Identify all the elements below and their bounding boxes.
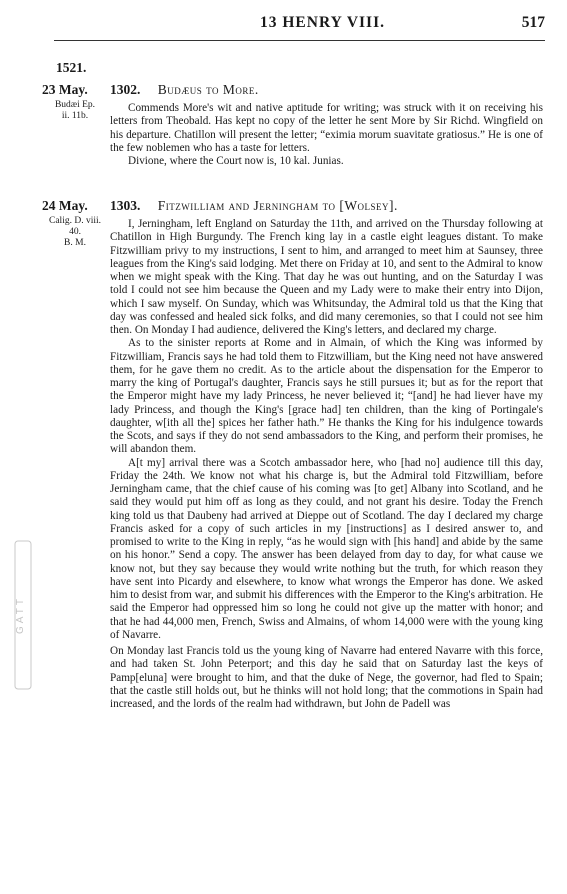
entry-number: 1302. [110,82,141,97]
reference-line: Calig. D. viii. [49,216,101,226]
paragraph: Commends More's wit and native aptitude for writing; was struck with it on receiving his letters from Theobald. Has kept no copy of the letter he sent More by Sir Richd. Wingfield on his departure. Chatillon will present the letter; “eximia morum suavitate gratiosus.” He is one of the few noblemen who has a taste for letters. [110,102,543,154]
year-label: 1521. [56,60,87,75]
entry-heading [110,198,398,214]
paragraph: On Monday last Francis told us the young king of Navarre had entered Navarre with this force, and had taken St. John Peterport; and this day he said that on Saturday last the keys of Pamp[eluna] were brought to him, and that the duke of Nege, the governor, had fled to Spain; that the castle still holds out, but he thinks will not hold long; that the commotions in Spain had increased, and the lords of the realm had withdrawn, but John de Padell was [110,645,543,710]
page-header [0,14,567,38]
stamp-text: GATT [15,596,26,634]
paragraph: A[t my] arrival there was a Scotch ambassador here, who [had no] audience till this day, Friday the 24th. We know not what his charge is, but the Admiral told Fitzwilliam, before Jerningham came, that the chief cause of his coming was [to get] Albany into Scotland, and he said they would put him off as long as they could, and not grant his desire. Today the French king told us that Daubeny had arrived at Dieppe out of Scotland. The day I declared my charge Francis asked for a copy of such articles in my [instructions] as I desired answer to, and promised to write to the King in reply, “as he would sign with [his hand] and abide by the same on his honor.” Send a copy. The answer has been delayed from day to day, for what cause we know not, but they say because they would write nothing but the truth, for which reason they have sent into Picardy and elsewhere, to know what wrongs the Emperor has done. We asked him to desist from war, and submit his differences with the Emperor to the King's arbitration. He said the Emperor had oppressed him so long he could not give up the matter with honor; and that he had 44,000 men, French, Swiss and Almains, of whom 14,000 were with the young king of Navarre. [110,456,543,641]
entry-heading [110,82,259,98]
entry-number: 1303. [110,198,141,213]
reference-line: B. M. [64,238,86,248]
paragraph: As to the sinister reports at Rome and in Almain, of which the King was informed by Fitzwilliam, Francis says he had told them to Fitzwilliam, but the King need not have answered them, for he gave them no credit. As to the article about the dispensation for the Emperor to marry the king of Portugal's daughter, Francis says he still pursues it; but as for the report that the Emperor might have my lady Princess, he never believed it; “[and] he had liever have my lady Princess, and though the King's [grace had] ten children, than the king of Portingale's daughter, w[ith all the] spices her father hath.” He thanks the King for his indulgence towards the Scots, and says if they do not send ambassadors to the King, and perform their promises, he will abandon them. [110,337,543,456]
entry-title: Budæus to More. [157,82,259,97]
entry-body [110,218,543,711]
entry-date: 23 May. [42,82,88,97]
entry-reference [42,216,108,249]
reference-line: Budæi Ep. [54,100,96,110]
entry-date: 24 May. [42,198,88,213]
reference-line: 40. [69,227,81,237]
paragraph: I, Jerningham, left England on Saturday the 11th, and arrived on the Thursday following at Chatillon in High Burgundy. The French king lay in a castle eight leagues distant. To make Fitzwilliam privy to my instructions, I sent to him, and arranged to meet him at Saunsey, three leagues from the King's said lodging. Met there on Friday at 10, and sent to the Admiral to know when we might speak with the King. That day he was out hunting, and on the Saturday I was told I could not see him because the Queen and my Lady were to make their entry into Dijon, which I saw myself. On Sunday, which was Whitsunday, the Admiral told us that the King that day was confessed and healed sick folks, and did many ceremonies, so that I could not see him then. On Monday I had audience, delivered the King's letters, and declared my charge. [110,218,543,336]
header-rule [54,40,545,41]
reference-line: ii. 11b. [61,111,89,121]
library-stamp [14,540,32,690]
entry-body [110,102,543,168]
paragraph: Divione, where the Court now is, 10 kal. Junias. [128,155,344,167]
page-number: 517 [521,14,545,31]
entry-title: Fitzwilliam and Jerningham to [Wolsey]. [157,198,398,213]
running-title: 13 HENRY VIII. [260,14,385,31]
entry-reference [42,100,108,122]
